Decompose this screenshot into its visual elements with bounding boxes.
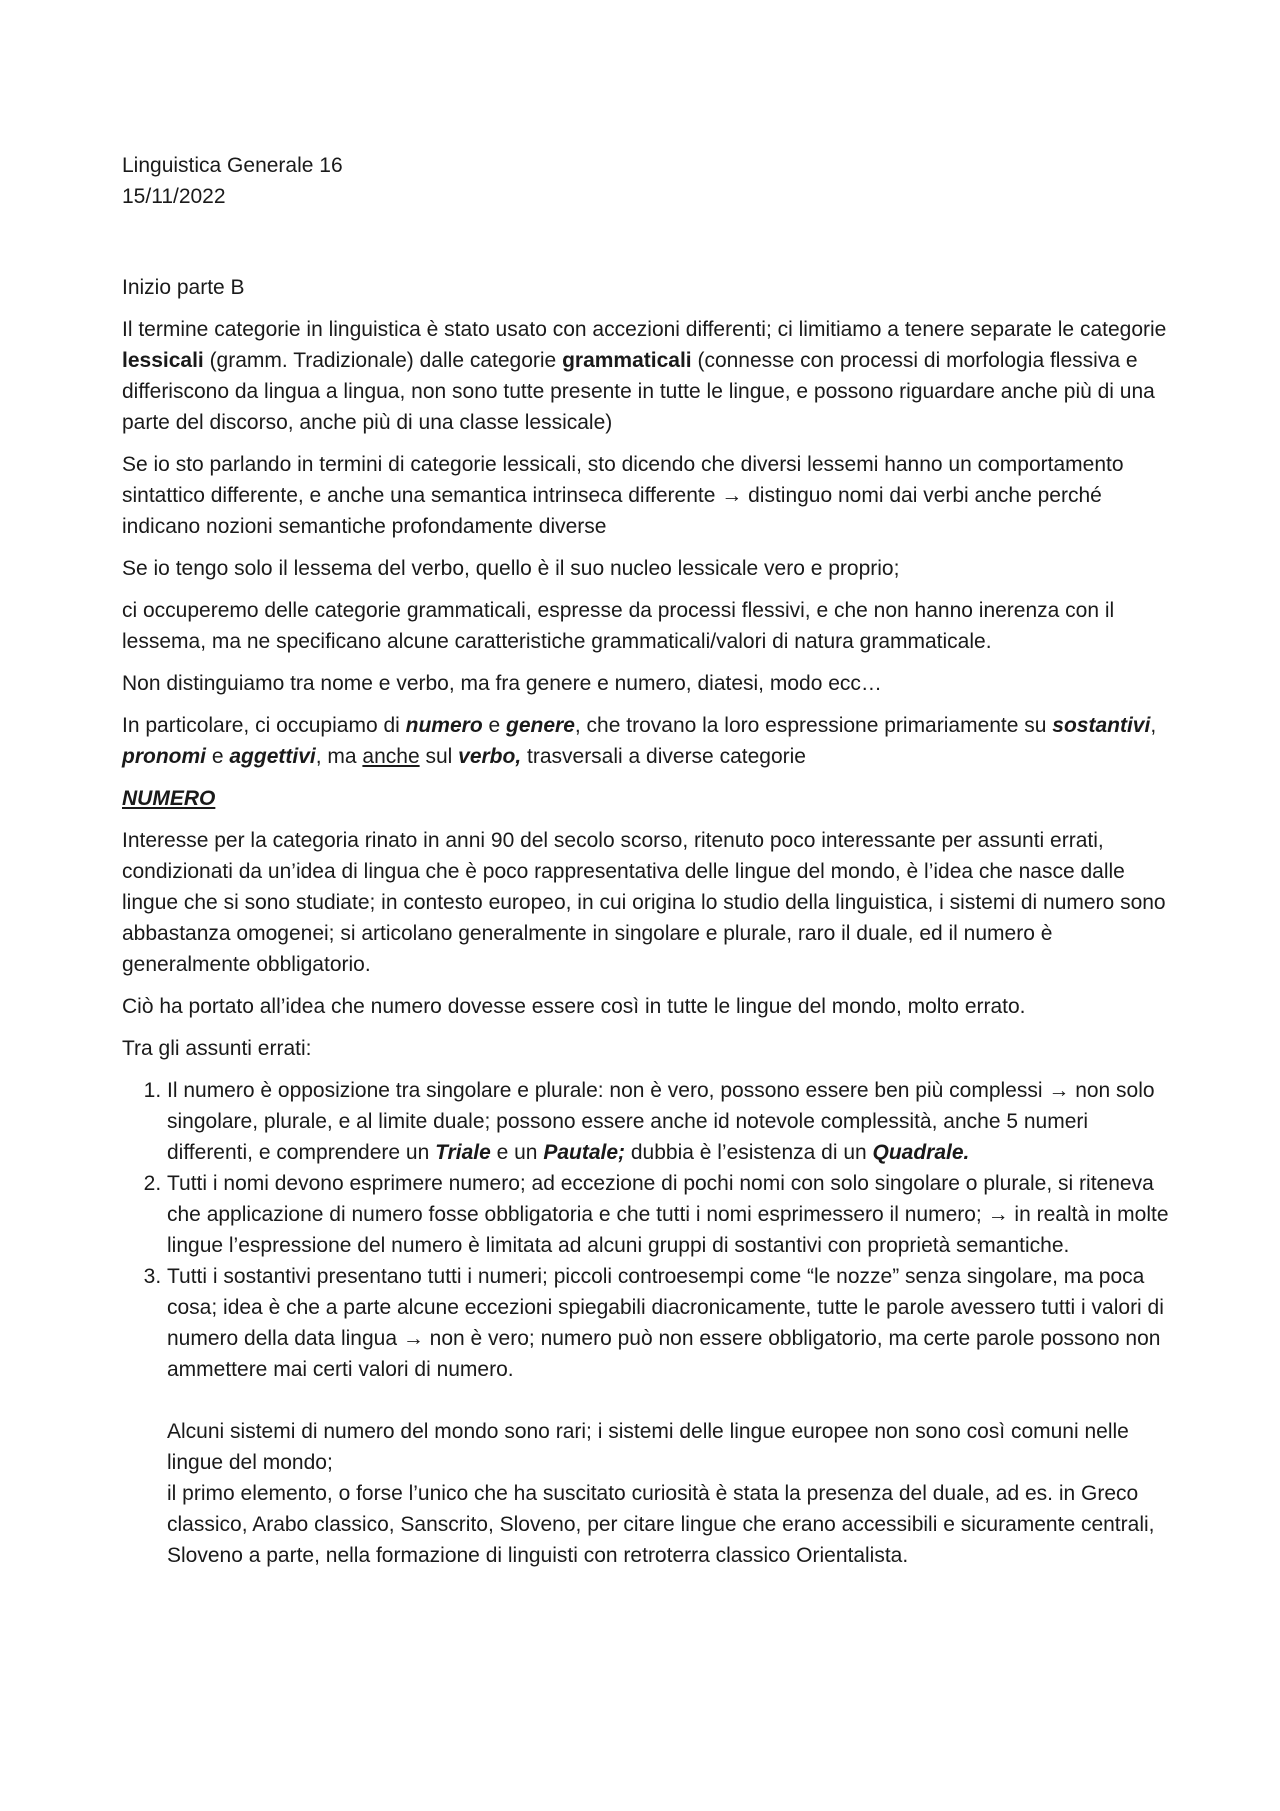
emph-numero: numero [405, 714, 483, 737]
emph-triale: Triale [435, 1141, 491, 1164]
text-run: e [206, 745, 230, 768]
text-run: trasversali a diverse categorie [521, 745, 806, 768]
paragraph-categorie [122, 314, 1172, 438]
document-title: Linguistica Generale 16 [122, 154, 343, 177]
paragraph-numero-genere [122, 710, 1172, 772]
paragraph-assunti-intro: Tra gli assunti errati: [122, 1037, 312, 1060]
emph-genere: genere [506, 714, 575, 737]
emph-verbo: verbo, [458, 745, 522, 768]
emph-paucale: Pautale; [543, 1141, 626, 1164]
emph-pronomi: pronomi [122, 745, 206, 768]
text-run: e [482, 714, 507, 737]
emph-aggettivi: aggettivi [229, 745, 316, 768]
paragraph-distinzione: Non distinguiamo tra nome e verbo, ma fra genere e numero, diatesi, modo ecc… [122, 672, 882, 695]
text-run: e un [490, 1141, 544, 1164]
text-run: In particolare, ci occupiamo di [122, 714, 406, 737]
text-run: sul [419, 745, 459, 768]
text-run: , [1150, 714, 1157, 737]
text-run: (gramm. Tradizionale) dalle categorie [203, 349, 563, 372]
paragraph-sistemi-rari: Alcuni sistemi di numero del mondo sono rari; i sistemi delle lingue europee non sono così comuni nelle lingue del mondo; [167, 1420, 1129, 1474]
list-item: 2. Tutti i nomi devono esprimere numero; ad eccezione di pochi nomi con solo singolare o plurale, si riteneva che applicazione di numero fosse obbligatoria e che tutti i nomi esprimessero il numero; → in realtà in molte lingue l’espressione del numero è limitata ad alcuni gruppi di sostantivi con proprietà semantiche. [167, 1168, 1172, 1261]
list-item: 3. Tutti i sostantivi presentano tutti i numeri; piccoli controesempi come “le nozze” senza singolare, ma poca cosa; idea è che a parte alcune eccezioni spiegabili diacronicamente, tutte le parole avessero tutti i valori di numero della data lingua → non è vero; numero può non essere obbligatorio, ma certe parole possono non ammettere mai certi valori di numero. [167, 1261, 1172, 1385]
emph-sostantivi: sostantivi [1052, 714, 1151, 737]
bold-lessicali: lessicali [122, 349, 204, 372]
emph-quadrale: Quadrale. [872, 1141, 970, 1164]
text-run: Il termine categorie in linguistica è stato usato con accezioni differenti; ci limitiamo a tenere separate le categorie [122, 318, 1167, 341]
text-run: Il numero è opposizione tra singolare e plurale: non è vero, possono essere ben più complessi → non solo singolare, plurale, e al limite duale; possono essere anche id notevole complessità, anche 5 numeri differenti, e comprendere un [167, 1079, 1155, 1164]
section-heading-numero: NUMERO [122, 787, 216, 810]
paragraph-interesse: Interesse per la categoria rinato in anni 90 del secolo scorso, ritenuto poco interessante per assunti errati, condizionati da un’idea di lingua che è poco rappresentativa delle lingue del mondo, è l’idea che nasce dalle lingue che si sono studiate; in contesto europeo, in cui origina lo studio della linguistica, i sistemi di numero sono abbastanza omogenei; si articolano generalmente in singolare e plurale, raro il duale, ed il numero è generalmente obbligatorio. [122, 829, 1166, 976]
paragraph-conseguenza: Ciò ha portato all’idea che numero dovesse essere così in tutte le lingue del mondo, molto errato. [122, 995, 1026, 1018]
text-run: dubbia è l’esistenza di un [625, 1141, 873, 1164]
paragraph-lessicali: Se io sto parlando in termini di categorie lessicali, sto dicendo che diversi lessemi hanno un comportamento sintattico differente, e anche una semantica intrinseca differente → distinguo nomi dai verbi anche perché indicano nozioni semantiche profondamente diverse [122, 453, 1124, 538]
paragraph-lessema: Se io tengo solo il lessema del verbo, quello è il suo nucleo lessicale vero e proprio; [122, 557, 900, 580]
text-run: , ma [315, 745, 363, 768]
section-start: Inizio parte B [122, 276, 245, 299]
text-run: (connesse con processi di morfologia flessiva e differiscono da lingua a lingua, non sono tutte presente in tutte le lingue, e possono riguardare anche più di una parte del discorso, anche più di una classe lessicale) [122, 349, 1155, 434]
paragraph-grammaticali: ci occuperemo delle categorie grammaticali, espresse da processi flessivi, e che non hanno inerenza con il lessema, ma ne specificano alcune caratteristiche grammaticali/valori di natura grammaticale. [122, 599, 1115, 653]
assunti-list [122, 1075, 1172, 1385]
document-date: 15/11/2022 [122, 185, 226, 208]
document-page [122, 150, 1172, 1571]
paragraph-duale: il primo elemento, o forse l’unico che ha suscitato curiosità è stata la presenza del duale, ad es. in Greco classico, Arabo classico, Sanscrito, Sloveno, per citare lingue che erano accessibili e sicuramente centrali, Sloveno a parte, nella formazione di linguisti con retroterra classico Orientalista. [167, 1482, 1155, 1567]
bold-grammaticali: grammaticali [562, 349, 692, 372]
list-item [167, 1075, 1172, 1168]
text-run: , che trovano la loro espressione primariamente su [574, 714, 1053, 737]
underline-anche: anche [362, 745, 420, 768]
spacer [122, 212, 1172, 272]
